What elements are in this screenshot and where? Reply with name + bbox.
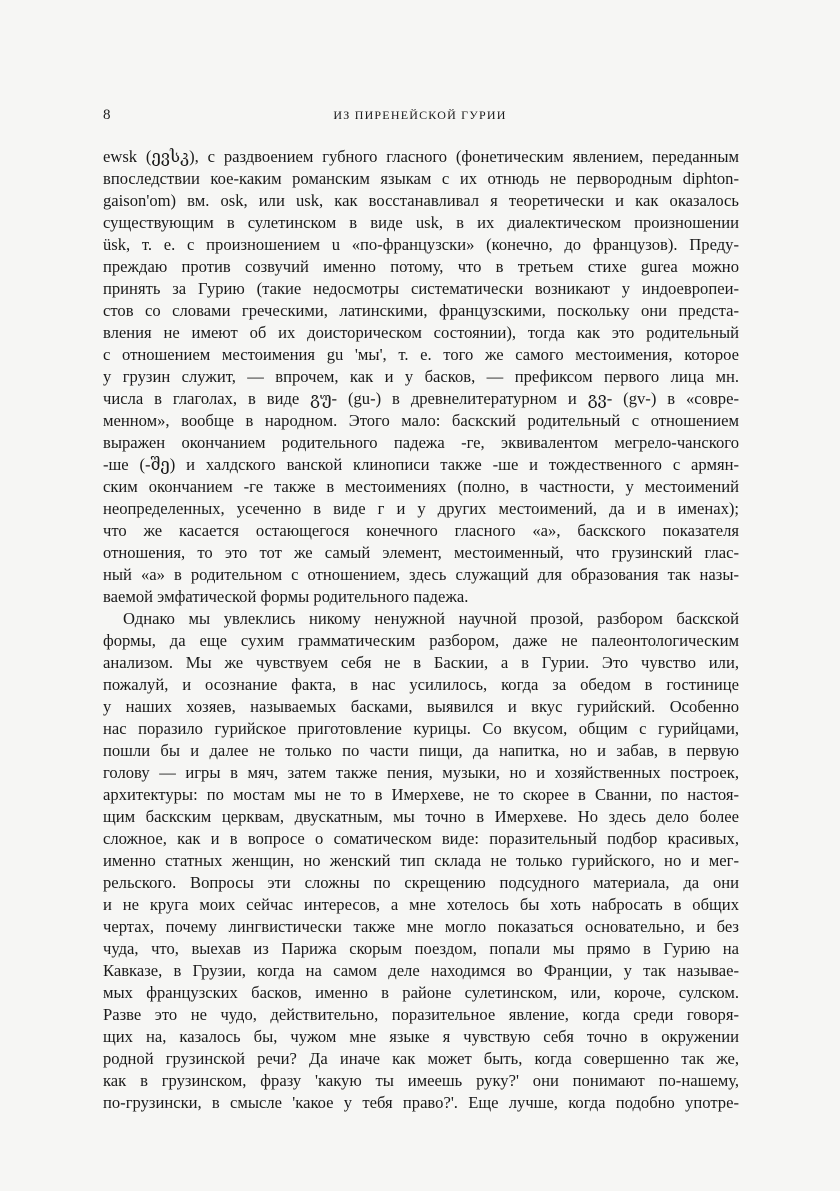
text-line: впоследствии кое-каким романским языкам с их отнюдь не первородным diphton- — [103, 169, 739, 188]
text-line: ный «а» в родительном с отношением, здесь служащий для образования так назы- — [103, 565, 739, 584]
text-line: пожалуй, и осознание факта, в нас усилилось, когда за обедом в гостинице — [103, 675, 739, 694]
text-line: родной грузинской речи? Да иначе как может быть, когда совершенно так же, — [103, 1049, 739, 1068]
text-line: что же касается остающегося конечного гласного «а», баскского показателя — [103, 521, 739, 540]
text-line: голову — игры в мяч, затем также пения, музыки, но и хозяйственных построек, — [103, 763, 739, 782]
text-line: ским окончанием -ге также в местоимениях (полно, в частности, у местоимений — [103, 477, 739, 496]
text-line: принять за Гурию (такие недосмотры систематически возникают у индоевропеи- — [103, 279, 739, 298]
text-line: выражен окончанием родительного падежа -ге, эквивалентом мегрело-чанского — [103, 433, 739, 452]
text-line: формы, да еще сухим грамматическим разбором, даже не палеонтологическим — [103, 631, 739, 650]
text-line: чуда, что, выехав из Парижа скорым поездом, попали мы прямо в Гурию на — [103, 939, 739, 958]
text-line: Кавказе, в Грузии, когда на самом деле находимся во Франции, у так называе- — [103, 961, 739, 980]
text-line: чертах, почему лингвистически также мне могло показаться основательно, и без — [103, 917, 739, 936]
text-line: мых французских басков, именно в районе сулетинском, или, короче, сулском. — [103, 983, 739, 1002]
body-text — [103, 146, 739, 1114]
paragraph-end-line: ваемой эмфатической формы родительного падежа. — [103, 587, 469, 606]
text-line: -ше (-შე) и халдского ванской клинописи также -ше и тождественного с армян- — [103, 455, 739, 474]
text-line: именно статных женщин, но женский тип склада не только гурийского, но и мег- — [103, 851, 739, 870]
text-line: у наших хозяев, называемых басками, выявился и вкус гурийский. Особенно — [103, 697, 739, 716]
text-line: анализом. Мы же чувствуем себя не в Баскии, а в Гурии. Это чувство или, — [103, 653, 739, 672]
text-line: рельского. Вопросы эти сложны по скрещению подсудного материала, да они — [103, 873, 739, 892]
text-line: менном», вообще в народном. Этого мало: баскский родительный с отношением — [103, 411, 739, 430]
text-line: Разве это не чудо, действительно, поразительное явление, когда среди говоря- — [103, 1005, 739, 1024]
text-line: как в грузинском, фразу 'какую ты имеешь руку?' они понимают по-нашему, — [103, 1071, 739, 1090]
text-line: щим баскским церквам, двускатным, мы точно в Имерхеве. Но здесь дело более — [103, 807, 739, 826]
text-line: существующим в сулетинском в виде usk, в их диалектическом произношении — [103, 213, 739, 232]
text-line: преждаю против созвучий именно потому, что в третьем стихе gurea можно — [103, 257, 739, 276]
text-line: неопределенных, усеченно в виде г и у других местоимений, да и в именах); — [103, 499, 739, 518]
text-line: у грузин служит, — впрочем, как и у басков, — префиксом первого лица мн. — [103, 367, 739, 386]
text-line: отношения, то это тот же самый элемент, местоименный, что грузинский глас- — [103, 543, 739, 562]
text-line: архитектуры: по мостам мы не то в Имерхеве, не то скорее в Сванни, по настоя- — [103, 785, 739, 804]
text-line: и не круга моих сейчас интересов, а мне хотелось бы хоть набросать в общих — [103, 895, 739, 914]
paragraph-first-line: Однако мы увлеклись никому ненужной научной прозой, разбором баскской — [123, 609, 739, 628]
text-line: вления не имеют об их доисторическом состоянии), тогда как это родительный — [103, 323, 739, 342]
text-line: с отношением местоимения gu 'мы', т. е. того же самого местоимения, которое — [103, 345, 739, 364]
text-line: нас поразило гурийское приготовление курицы. Со вкусом, общим с гурийцами, — [103, 719, 739, 738]
text-line: пошли бы и далее не только по части пищи, да напитка, но и забав, в первую — [103, 741, 739, 760]
text-line: gaison'om) вм. osk, или usk, как восстанавливал я теоретически и как оказалось — [103, 191, 739, 210]
text-line: сложное, как и в вопросе о соматическом виде: поразительный подбор красивых, — [103, 829, 739, 848]
text-line: щих на, казалось бы, чужом мне языке я чувствую себя точно в окружении — [103, 1027, 739, 1046]
page-number: 8 — [103, 107, 111, 123]
text-line: ewsk (ევსკ), с раздвоением губного гласного (фонетическим явлением, переданным — [103, 147, 739, 166]
text-line: стов со словами греческими, латинскими, французскими, поскольку они предста- — [103, 301, 739, 320]
text-line: üsk, т. е. с произношением u «по-французски» (конечно, до французов). Преду- — [103, 235, 739, 254]
text-line: по-грузински, в смысле 'какое у тебя право?'. Еще лучше, когда подобно употре- — [103, 1093, 739, 1112]
running-title: ИЗ ПИРЕНЕЙСКОЙ ГУРИИ — [333, 108, 507, 122]
text-line: числа в глаголах, в виде გუ- (gu-) в древнелитературном и გვ- (gv-) в «совре- — [103, 389, 739, 408]
